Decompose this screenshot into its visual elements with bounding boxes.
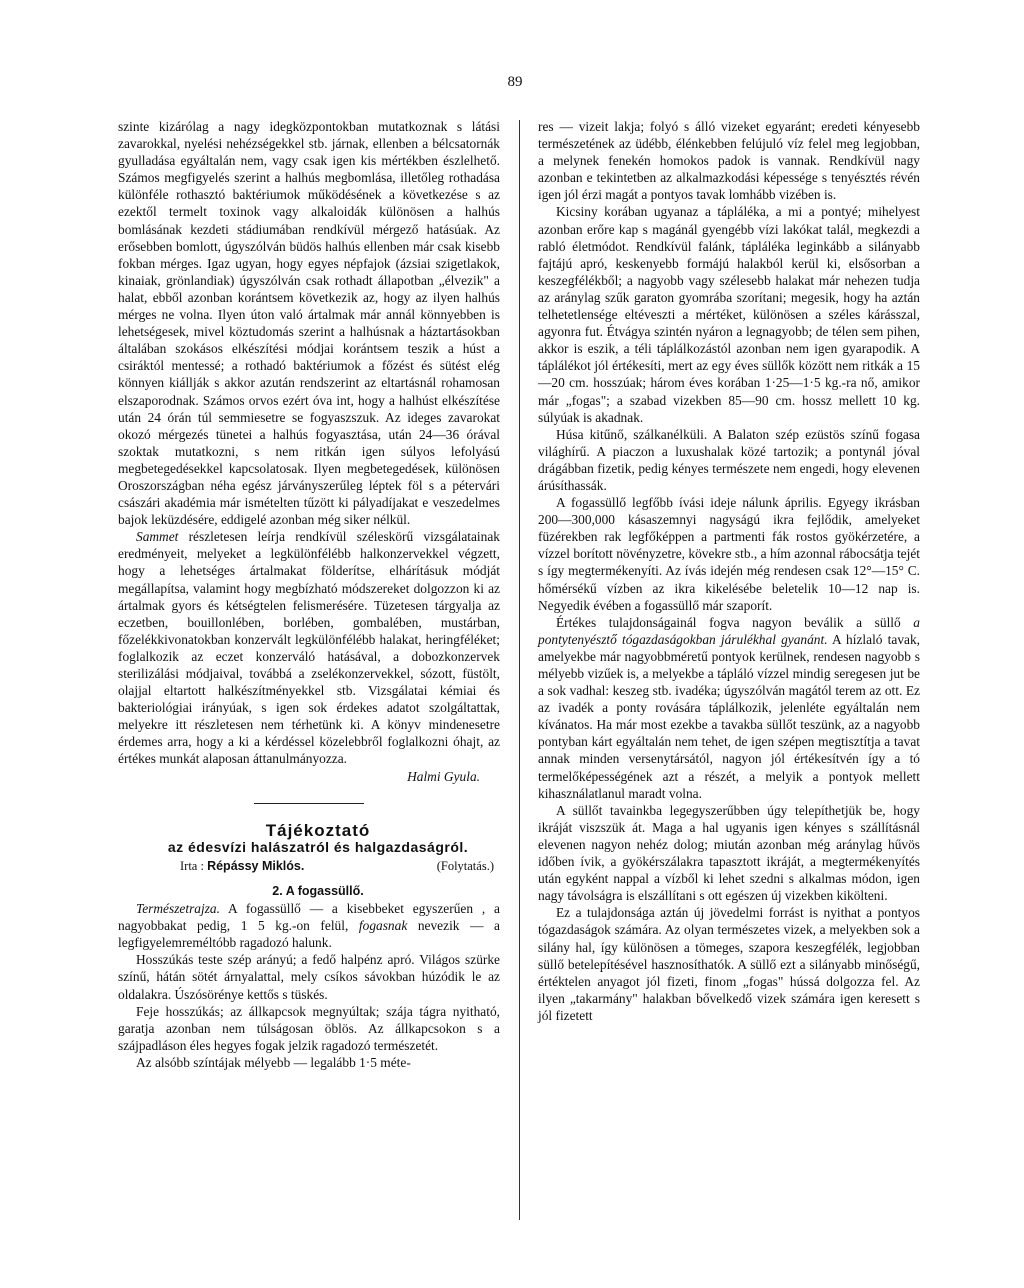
right-paragraph-5-rest: A hízlaló tavak, amelyekbe már nagyobbméretű pontyok kerülnek, rendesen nagyobb s mélyebb vizűek is, a melyekbe a tápláló vízzel mindig seregesen jut be a sok vadhal: keszeg stb. ivadéka; úgyszólván magától terem az ott. Ez az ivadék a ponty rovására táplálkozik, jelenléte egyáltalán nem kívánatos. Ha már most ezekbe a tavakba süllőt teszünk, az a nagyobb pontyban kárt egyáltalán nem tehet, de igen szépen megtisztítja a tavat annak minden versenytársától, nagyon jól értékesítvén így a tó termelőképességének azt a részét, a melyik a pontyok mellett kihasználatlanul maradt volna. xyxy=(538,631,920,801)
page-number: 89 xyxy=(507,74,523,90)
cited-author: Sammet xyxy=(136,529,179,545)
left-paragraph-5: Feje hosszúkás; az állkapcsok megnyúltak; szája tágra nyitható, garatja azonban nem túlságosan öblös. Az állkapcsokon s a szájpadláson éles hegyes fogak jelzik ragadozó természetét. xyxy=(118,1003,500,1053)
byline-note: (Folytatás.) xyxy=(436,858,494,873)
left-paragraph-1: szinte kizárólag a nagy idegközpontokban mutatkoznak s látási zavarokkal, nyelési nehézségekkel stb. járnak, ellenben a bélcsatornák gyulladása egyáltalán nem, vagy csak igen kis mértékben észlelhető. Számos megfigyelés szerint a halhús megbomlása, illetőleg rothadása különféle rothasztó baktériumok működésének a következése s az ezektől termelt toxinok vagy alkaloidák különösen a halhús bomlásának kezdeti stádiumában rendkívül mérgező hatásúak. Az erősebben bomlott, úgyszólván büdös halhús ellenben már csak kisebb fokban mérges. Igaz ugyan, hogy egyes népfajok (ázsiai szigetlakok, kinaiak, grönlandiak) úgyszólván csak rothadt állapotban „élvezik" a halat, ebből azonban korántsem következik az, hogy az ilyen halhús mérges ne volna. Ilyen úton való ártalmak már annál könnyebben is lehetségesek, mivel köztudomás szerint a halhúsnak a háztartásokban általában szokásos elkészítési módjai korántsem teszik a húst a csiráktól mentessé; a rothadó baktériumok a főzést és sütést elég könnyen kiállják s akkor azután rendszerint az eltartásnál rohamosan elszaporodnak. Számos orvos ezért óva int, hogy a halhúst elkészítése után 24 órán túl semmiesetre se fogyaszszuk. Az ideges zavarokat okozó mérgezés tünetei a halhús fogyasztása, után 24—36 órával szoktak mutatkozni, s nem ritkán igen súlyos lefolyású megbetegedésekkel kapcsolatosak. Ilyen megbetegedések, különösen Oroszországban néha egész járványszerűleg léptek föl s a pétervári császári akadémia már ismételten tűzött ki pályadíjakat e veszedelmes bajok leküzdésére, eddigelé azonban még siker nélkül. xyxy=(118,119,500,528)
separator-rule xyxy=(254,803,364,804)
left-paragraph-4: Hosszúkás teste szép arányú; a fedő halpénz apró. Világos szürke színű, hátán sötét árnyalattal, mely csíkos sávokban húzódik le az oldalakra. Úszósörénye kettős s tüskés. xyxy=(118,952,500,1002)
right-paragraph-2: Kicsiny korában ugyanaz a tápláléka, a mi a pontyé; mihelyest azonban erőre kap s magánál gyengébb vízi lakókat talál, megkezdi a rabló életmódot. Rendkívül falánk, tápláléka leginkább a silányabb fajtájú apró, keskenyebb formájú halakból kerül ki, elsősorban a keszegfélékből; a nagyobb vagy szélesebb halakat már nehezen tudja az aránylag szűk garaton gyomrába szorítani; megesik, hogy ha aztán telhetetlensége eltéveszti a mértéket, különösen a széles kárásszal, agyonra fut. Étvágya szintén nyáron a legnagyobb; de télen sem pihen, akkor is eszik, a téli táplálkozástól azonban nem igen gyarapodik. A táplálékot jól értékesíti, mert az egy éves süllők között nem ritkák a 15—20 cm. hosszúak; három éves korában 1·25—1·5 kg.-ra nő, amikor már „fogas"; a szabad vizekben 85—90 cm. hossz mellett 10 kg. súlyúak is akadnak. xyxy=(538,204,920,425)
emphasis-phrase: a pontytenyésztő tógazdaságokban járulékhal gyanánt. xyxy=(538,614,920,647)
right-paragraph-5 xyxy=(538,614,920,802)
left-paragraph-2 xyxy=(118,528,500,767)
left-paragraph-3-end: nevezik — a legfigyelemreméltóbb ragadozó halunk. xyxy=(118,918,500,951)
left-column xyxy=(118,118,500,1071)
section-lead: Természetrajza. xyxy=(136,901,220,917)
right-paragraph-6: A süllőt tavainkba legegyszerűbben úgy telepíthetjük be, hogy ikráját viszszük át. Maga a hal ugyanis igen kényes s szállításnál elevenen nagyon nehéz dolog; miután azonban még aránylag hűvös időben ívik, a gyökérszálakra tapasztott ikráját, a megtermékenyítés után egyként nappal a vízből ki lehet szedni s alkalmas módon, igen nagy távolságra is elszállítani s ott egészen új vizekben kikölteni. xyxy=(538,802,920,904)
section-heading: 2. A fogassüllő. xyxy=(272,883,364,898)
byline xyxy=(118,858,500,875)
article-title: Tájékoztató xyxy=(265,820,371,840)
right-paragraph-1: res — vizeit lakja; folyó s álló vizeket egyaránt; eredeti kényesebb természetének az üdébb, élénkebben felújuló víz felel meg legjobban, a melynek fenekén homokos padok is vannak. Rendkívül nagy azonban e tekintetben az alkalmazkodási képessége s tenyésztés révén igen jól érzi magát a pontyos tavak lomhább vizében is. xyxy=(538,119,920,203)
left-paragraph-3-text: A fogassüllő — a kisebbeket egyszerűen , a nagyobbakat pedig, 1 5 kg.-on felül, xyxy=(118,901,500,934)
right-paragraph-7: Ez a tulajdonsága aztán új jövedelmi forrást is nyithat a pontyos tógazdaságok számára. Az olyan természetes vizek, a melyekben sok a silány hal, így különösen a tömeges, szapora keszegfélék, legjobban süllő betelepítésével hasznosíthatók. A süllő ezt a silányabb minőségű, értéktelen anyagot jól fizeti, finom „fogas" hússá dolgozza fel. Az ilyen „takarmány" halakban bővelkedő vizek számára igen keresett s jól fizetett xyxy=(538,905,920,1023)
left-paragraph-3 xyxy=(118,900,500,951)
right-paragraph-4: A fogassüllő legfőbb ívási ideje nálunk április. Egyegy ikrásban 200—300,000 kásaszemnyi nagyságú ikra fejlődik, amelyeket füzérekben rak legfőképpen a partmenti fák rostos gyökérzetére, a vízzel borított növényzetre, kövekre stb., a hím azonnal rábocsátja tejét s így megtermékenyíti. Az ívás idején még rendesen csak 12°—15° C. hőmérsékű vízben az ikra kikelésébe beletelik 10—12 nap is. Negyedik évében a fogassüllő már szaporít. xyxy=(538,495,920,613)
right-column xyxy=(538,118,920,1024)
right-paragraph-3: Húsa kitűnő, szálkanélküli. A Balaton szép ezüstös színű fogasa világhírű. A piaczon a luxushalak közé tartozik; a pontynál jóval drágábban fizetik, pedig kényes természete nem engedi, hogy elevenen árúsíthassák. xyxy=(538,426,920,493)
column-divider xyxy=(519,120,520,1220)
byline-author: Répássy Miklós. xyxy=(207,858,305,873)
left-paragraph-2-text: részletesen leírja rendkívül széleskörű vizsgálatainak eredményeit, melyeket a legkülönfélébb halkonzervekkel végzett, hogy a lehetséges ártalmakat földerítse, elhárításuk módját megállapítsa, valamint hogy megbízható módszereket dolgozzon ki az ártalmak gyors és kétségtelen felismerésére. Tüzetesen tárgyalja az eczetben, bouillonlében, borlében, gombalében, mustárban, főzelékkivonatokban konzervált legkülönfélébb halakat, heringféléket; foglalkozik az eczet konzerváló hatásával, a dobozkonzervek sterilizálási módjaival, továbbá a zselékonzervekkel, sózott, füstölt, olajjal eltartott halkészítményekkel stb. Vizsgálatai kémiai és bakteriológiai irányúak, s igen sok érdekes adatot szolgáltattak, melyekre itt részletesen nem térhetünk ki. A könyv mindenesetre érdemes arra, hogy a ki a kérdéssel közelebbről foglalkozni óhajt, az értékes munkát alaposan áttanulmányozza. xyxy=(118,529,500,767)
left-paragraph-6: Az alsóbb színtájak mélyebb — legalább 1·5 méte- xyxy=(136,1054,411,1070)
term-fogas: fogasnak xyxy=(358,918,408,934)
right-paragraph-5-text: Értékes tulajdonságainál fogva nagyon beválik a süllő xyxy=(556,614,914,630)
article-subtitle: az édesvízi halászatról és halgazdaságról. xyxy=(167,838,469,855)
byline-author-wrap xyxy=(180,858,304,875)
byline-prefix: Irta : xyxy=(180,858,204,873)
signature: Halmi Gyula. xyxy=(407,768,480,784)
